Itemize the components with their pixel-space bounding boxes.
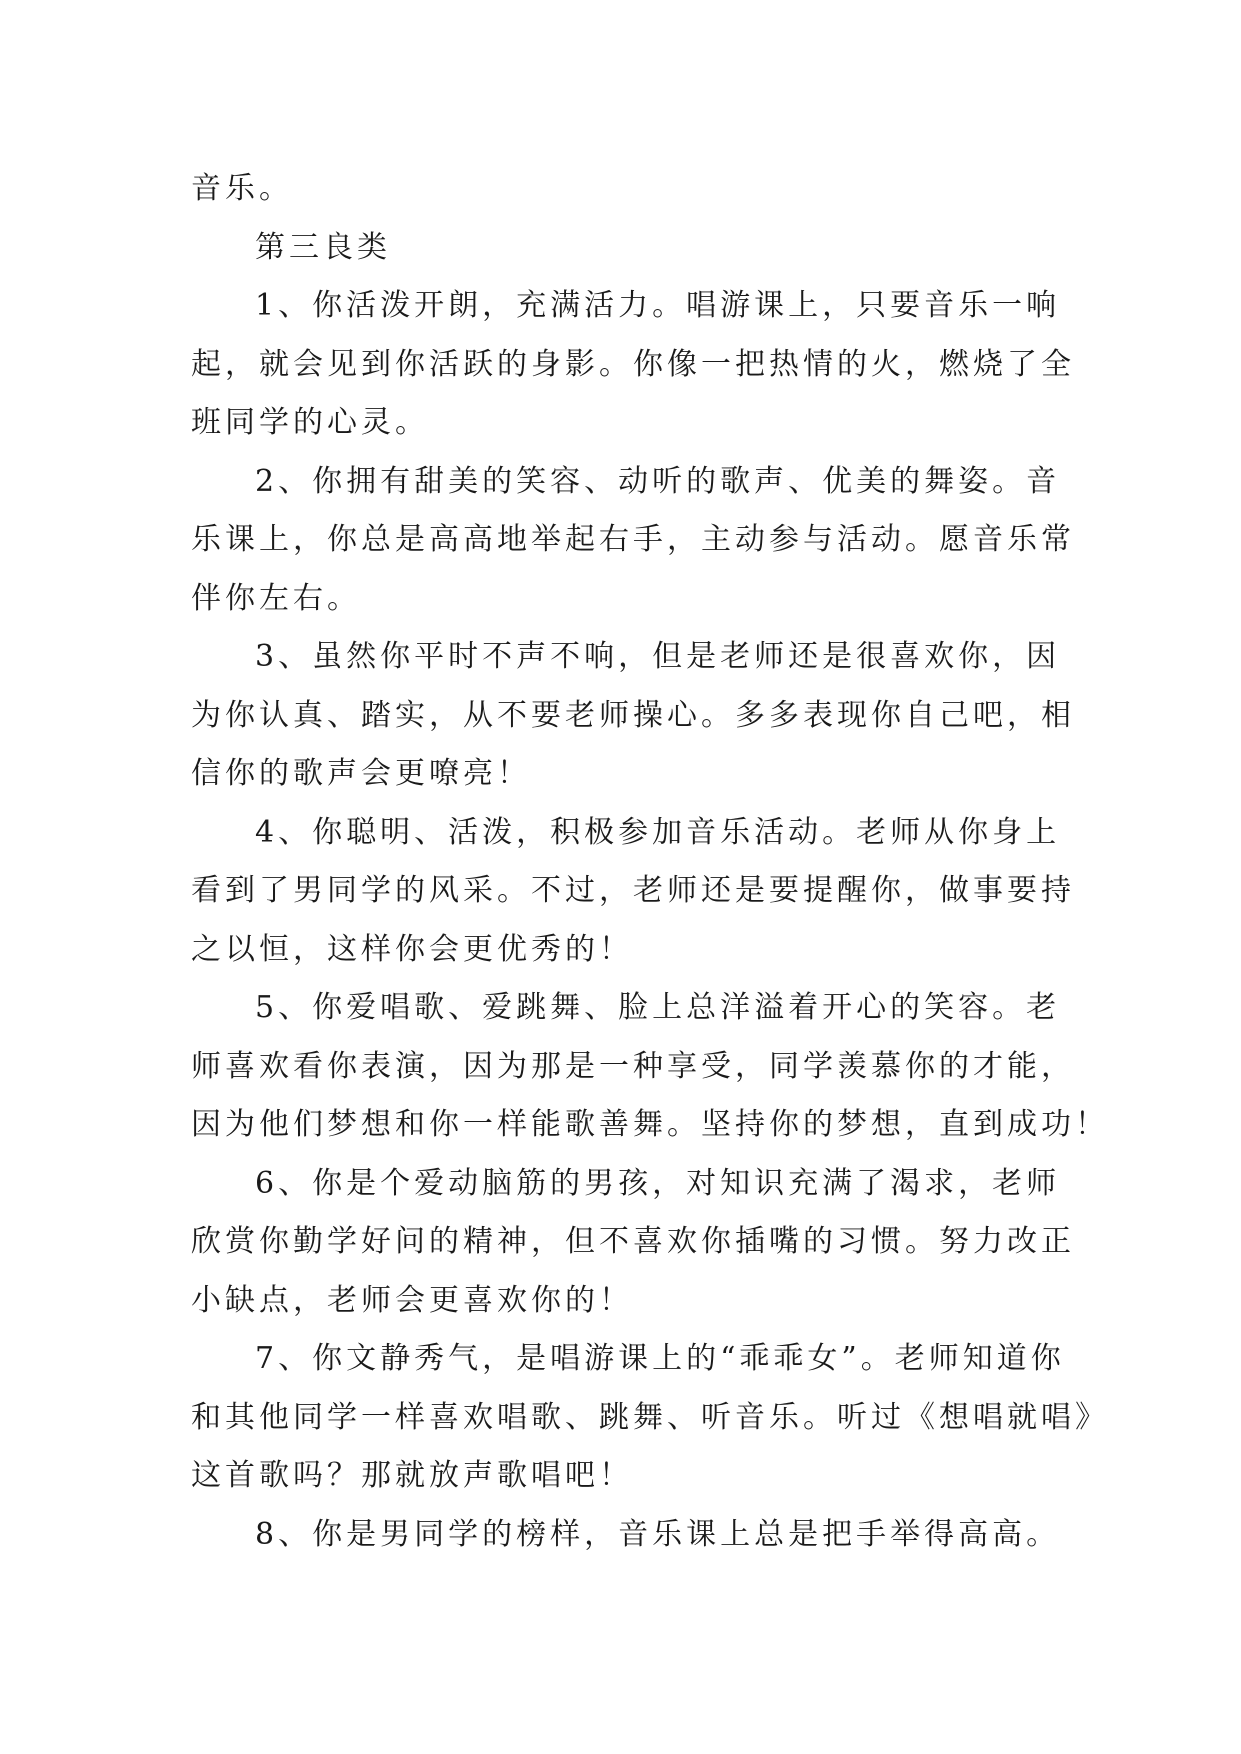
text-line: 5、你爱唱歌、爱跳舞、脸上总洋溢着开心的笑容。老 — [255, 990, 1061, 1025]
text-line: 这首歌吗？那就放声歌唱吧！ — [191, 1458, 633, 1493]
text-line: 为你认真、踏实，从不要老师操心。多多表现你自己吧，相 — [191, 697, 1075, 733]
text-line: 看到了男同学的风采。不过，老师还是要提醒你，做事要持 — [191, 873, 1075, 908]
text-line: 小缺点，老师会更喜欢你的！ — [191, 1282, 633, 1318]
text-line: 1、你活泼开朗，充满活力。唱游课上，只要音乐一响 — [255, 288, 1061, 323]
text-line: 班同学的心灵。 — [191, 405, 429, 440]
text-line: 2、你拥有甜美的笑容、动听的歌声、优美的舞姿。音 — [255, 463, 1061, 499]
text-line: 信你的歌声会更嘹亮！ — [191, 756, 531, 791]
text-line: 3、虽然你平时不声不响，但是老师还是很喜欢你，因 — [255, 639, 1061, 674]
text-line: 8、你是男同学的榜样，音乐课上总是把手举得高高。 — [255, 1516, 1061, 1552]
text-line: 4、你聪明、活泼，积极参加音乐活动。老师从你身上 — [255, 814, 1061, 850]
text-line: 起，就会见到你活跃的身影。你像一把热情的火，燃烧了全 — [191, 346, 1075, 382]
document-body — [191, 160, 1109, 1564]
text-line: 师喜欢看你表演，因为那是一种享受，同学羡慕你的才能， — [191, 1048, 1075, 1084]
text-line: 7、你文静秀气，是唱游课上的“乖乖女”。老师知道你 — [255, 1341, 1065, 1376]
text-line: 因为他们梦想和你一样能歌善舞。坚持你的梦想，直到成功！ — [191, 1107, 1109, 1142]
text-line: 伴你左右。 — [191, 580, 361, 616]
text-line: 6、你是个爱动脑筋的男孩，对知识充满了渴求，老师 — [255, 1165, 1061, 1201]
text-line: 欣赏你勤学好问的精神，但不喜欢你插嘴的习惯。努力改正 — [191, 1224, 1075, 1259]
text-line: 音乐。 — [191, 171, 293, 206]
text-line: 乐课上，你总是高高地举起右手，主动参与活动。愿音乐常 — [191, 522, 1075, 557]
text-line: 第三良类 — [255, 229, 391, 265]
text-line: 和其他同学一样喜欢唱歌、跳舞、听音乐。听过《想唱就唱》 — [191, 1399, 1109, 1435]
text-line: 之以恒，这样你会更优秀的！ — [191, 931, 633, 967]
